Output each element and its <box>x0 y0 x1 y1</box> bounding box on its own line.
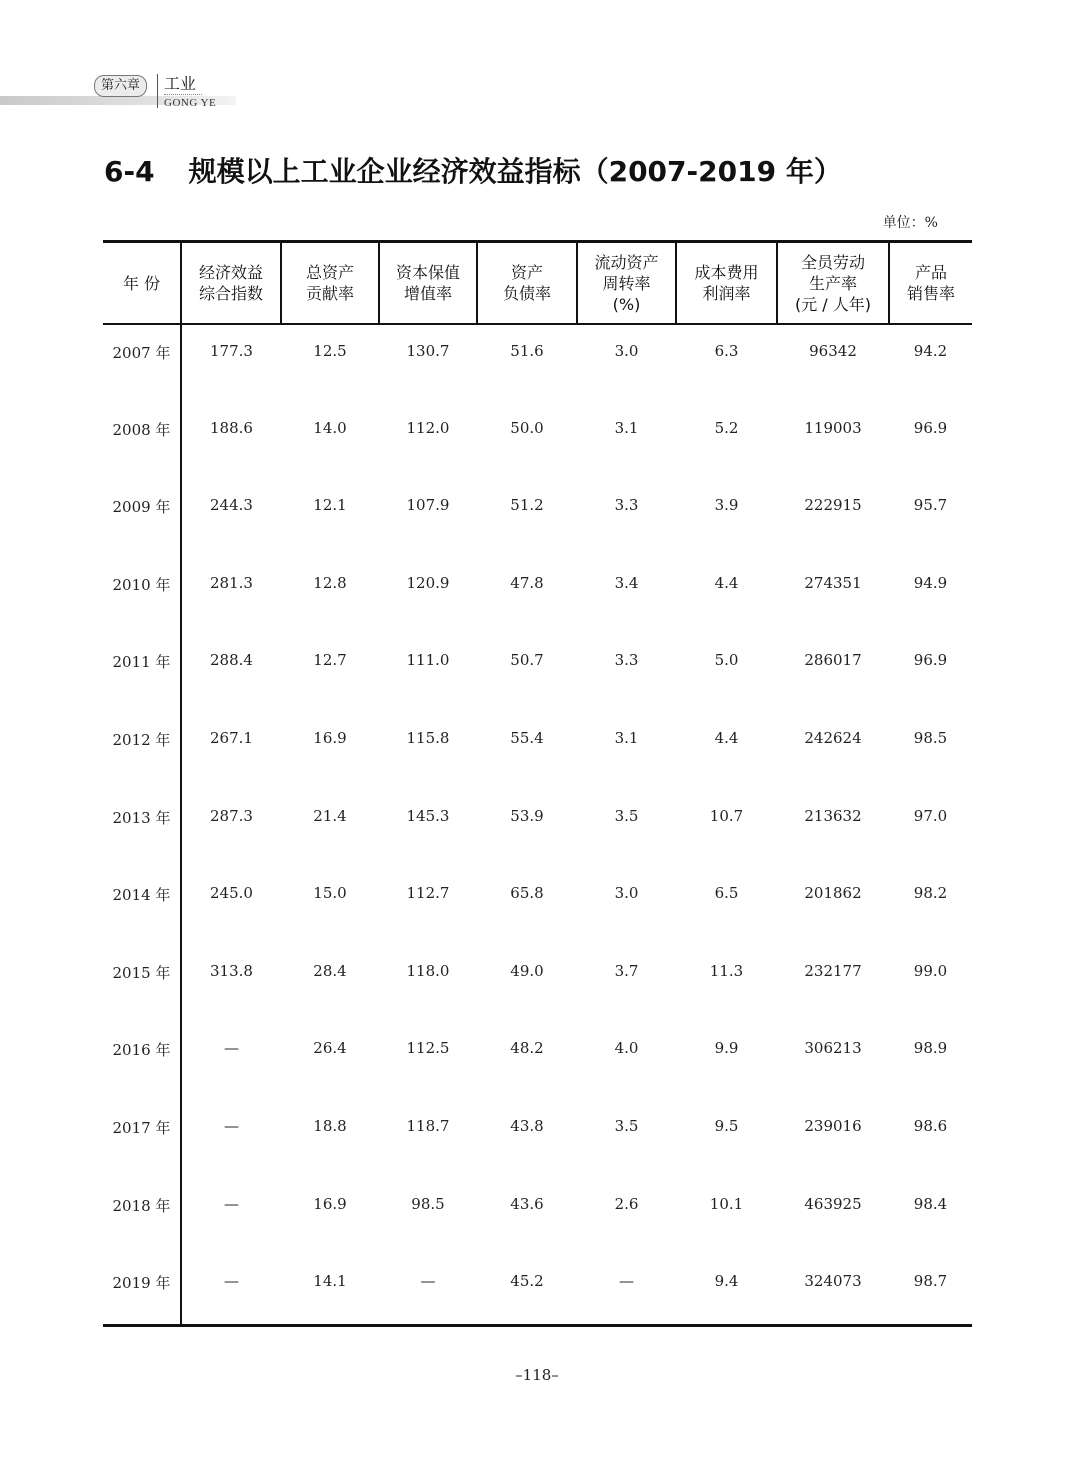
year-cell: 2013 年 <box>103 790 181 868</box>
value-cell: 98.2 <box>913 884 948 903</box>
value-cell: 201862 <box>804 884 862 903</box>
column-header-line: 产品 <box>914 263 947 282</box>
value-cell: 3.9 <box>714 496 739 515</box>
table-row <box>103 945 972 1023</box>
value-cell: — <box>181 1255 281 1325</box>
value-cell: 3.0 <box>614 342 639 360</box>
value-cell: 21.4 <box>313 806 347 825</box>
table-row <box>103 557 972 635</box>
value-cell: 145.3 <box>406 806 450 825</box>
value-cell: 232177 <box>804 961 862 980</box>
table-row <box>103 1255 972 1325</box>
value-cell: 28.4 <box>313 961 347 980</box>
value-cell: 324073 <box>777 1255 889 1325</box>
value-cell: 14.1 <box>281 1255 379 1325</box>
column-header-line: 资产 <box>510 263 543 282</box>
table-row <box>103 712 972 790</box>
value-cell: 120.9 <box>406 573 450 592</box>
column-header <box>281 242 379 325</box>
value-cell: 50.0 <box>510 418 544 437</box>
column-header-line: 总资产 <box>305 263 354 282</box>
value-cell: 96.9 <box>913 418 948 437</box>
value-cell: 50.7 <box>510 651 544 670</box>
value-cell: 12.1 <box>313 496 347 515</box>
value-cell: 177.3 <box>210 342 253 360</box>
value-cell: 4.4 <box>714 728 739 747</box>
table-header-row <box>103 242 972 325</box>
value-cell: 96.9 <box>913 651 948 670</box>
table-title-text: 规模以上工业企业经济效益指标（2007-2019 年） <box>188 155 842 188</box>
value-cell: 99.0 <box>913 961 948 980</box>
table-row <box>103 402 972 480</box>
column-header-line: 年 份 <box>122 273 161 293</box>
value-cell: 118.7 <box>406 1116 450 1135</box>
value-cell: 3.5 <box>614 1116 639 1135</box>
value-cell: 2.6 <box>614 1194 639 1213</box>
value-cell: 111.0 <box>406 651 450 670</box>
column-header <box>181 242 281 325</box>
value-cell: 55.4 <box>510 728 544 747</box>
value-cell: 242624 <box>804 728 862 747</box>
year-cell: 2018 年 <box>103 1178 181 1256</box>
column-header-line: 全员劳动 <box>800 252 865 272</box>
value-cell: 5.2 <box>714 418 739 437</box>
column-header <box>577 242 676 325</box>
value-cell: 3.3 <box>614 651 639 670</box>
chapter-badge: 第六章 <box>94 75 147 97</box>
value-cell: 112.5 <box>406 1039 450 1058</box>
value-cell: 3.0 <box>614 884 639 903</box>
column-header-line: (%) <box>612 294 641 314</box>
column-header-line: 流动资产 <box>594 252 659 272</box>
value-cell: 107.9 <box>406 496 450 515</box>
value-cell: 222915 <box>804 496 862 515</box>
table-row <box>103 324 972 402</box>
year-cell: 2009 年 <box>103 479 181 557</box>
column-header-line: 成本费用 <box>694 263 759 282</box>
year-cell: 2014 年 <box>103 867 181 945</box>
value-cell: 43.6 <box>510 1194 544 1213</box>
value-cell: 53.9 <box>510 806 544 825</box>
value-cell: 245.0 <box>210 884 253 903</box>
value-cell: 288.4 <box>210 651 253 670</box>
value-cell: 16.9 <box>313 728 347 747</box>
value-cell: 6.3 <box>714 342 739 360</box>
column-header-line: 利润率 <box>702 284 751 303</box>
value-cell: 49.0 <box>510 961 544 980</box>
value-cell: 267.1 <box>210 728 253 747</box>
value-cell: 98.5 <box>411 1194 445 1213</box>
value-cell: 14.0 <box>313 418 347 437</box>
column-header-line: 销售率 <box>906 284 955 303</box>
year-cell: 2007 年 <box>103 324 181 402</box>
column-header <box>103 242 181 325</box>
column-header <box>477 242 577 325</box>
year-cell: 2011 年 <box>103 634 181 712</box>
value-cell: 286017 <box>804 651 862 670</box>
value-cell: — <box>224 1039 239 1058</box>
table-body <box>103 324 972 1325</box>
year-cell: 2012 年 <box>103 712 181 790</box>
value-cell: 97.0 <box>913 806 948 825</box>
value-cell: 118.0 <box>406 961 450 980</box>
value-cell: 239016 <box>804 1116 862 1135</box>
value-cell: 98.7 <box>889 1255 972 1325</box>
value-cell: 94.2 <box>913 342 948 360</box>
table-number: 6-4 <box>104 155 155 188</box>
value-cell: — <box>224 1194 239 1213</box>
value-cell: — <box>379 1255 477 1325</box>
value-cell: 463925 <box>804 1194 862 1213</box>
value-cell: 11.3 <box>709 961 744 980</box>
value-cell: 12.7 <box>313 651 347 670</box>
value-cell: 51.6 <box>510 342 544 360</box>
value-cell: 3.4 <box>614 573 639 592</box>
table-row <box>103 1100 972 1178</box>
value-cell: 4.4 <box>714 573 739 592</box>
value-cell: 9.5 <box>714 1116 739 1135</box>
column-header-line: 贡献率 <box>305 284 354 303</box>
column-header-line: 负债率 <box>502 284 551 303</box>
value-cell: 51.2 <box>510 496 544 515</box>
table-row <box>103 867 972 945</box>
year-cell: 2016 年 <box>103 1022 181 1100</box>
year-cell: 2010 年 <box>103 557 181 635</box>
column-header-line: 综合指数 <box>198 284 263 303</box>
column-header <box>379 242 477 325</box>
value-cell: 313.8 <box>210 961 253 980</box>
value-cell: 119003 <box>804 418 862 437</box>
value-cell: 10.1 <box>709 1194 744 1213</box>
value-cell: 98.9 <box>913 1039 948 1058</box>
value-cell: 3.7 <box>614 961 639 980</box>
table-row <box>103 479 972 557</box>
page-number: –118– <box>515 1366 559 1384</box>
table-row <box>103 790 972 868</box>
column-header <box>777 242 889 325</box>
value-cell: 12.8 <box>313 573 347 592</box>
unit-label: 单位：% <box>882 215 938 231</box>
value-cell: 213632 <box>804 806 862 825</box>
value-cell: 47.8 <box>510 573 544 592</box>
value-cell: — <box>577 1255 676 1325</box>
column-header <box>676 242 777 325</box>
year-cell: 2008 年 <box>103 402 181 480</box>
value-cell: 48.2 <box>510 1039 544 1058</box>
value-cell: 3.3 <box>614 496 639 515</box>
value-cell: 9.9 <box>714 1039 739 1058</box>
value-cell: 45.2 <box>477 1255 577 1325</box>
chapter-title: 工业 <box>164 74 202 95</box>
column-header-line: 周转率 <box>602 273 651 293</box>
value-cell: 112.0 <box>406 418 450 437</box>
value-cell: 26.4 <box>313 1039 347 1058</box>
value-cell: 10.7 <box>709 806 744 825</box>
value-cell: 188.6 <box>210 418 253 437</box>
column-header-line: 增值率 <box>403 284 452 303</box>
value-cell: 130.7 <box>406 342 450 360</box>
year-cell: 2015 年 <box>103 945 181 1023</box>
value-cell: 65.8 <box>510 884 544 903</box>
value-cell: 274351 <box>804 573 862 592</box>
statistics-table <box>103 240 972 1327</box>
column-header-line: 资本保值 <box>395 263 460 282</box>
value-cell: 98.6 <box>913 1116 948 1135</box>
value-cell: 281.3 <box>210 573 253 592</box>
chapter-pinyin: GONG YE <box>164 97 217 109</box>
value-cell: 3.1 <box>614 728 639 747</box>
table-row <box>103 634 972 712</box>
table-row <box>103 1022 972 1100</box>
chapter-divider <box>157 74 158 108</box>
column-header <box>889 242 972 325</box>
year-cell: 2017 年 <box>103 1100 181 1178</box>
column-header-line: 经济效益 <box>198 263 263 282</box>
value-cell: 3.5 <box>614 806 639 825</box>
value-cell: 94.9 <box>913 573 948 592</box>
year-cell: 2019 年 <box>103 1255 181 1325</box>
value-cell: 244.3 <box>210 496 253 515</box>
value-cell: 115.8 <box>406 728 450 747</box>
value-cell: 98.5 <box>913 728 948 747</box>
table-row <box>103 1178 972 1256</box>
value-cell: 16.9 <box>313 1194 347 1213</box>
value-cell: 43.8 <box>510 1116 544 1135</box>
value-cell: 95.7 <box>913 496 948 515</box>
value-cell: 96342 <box>809 342 857 360</box>
value-cell: 5.0 <box>714 651 739 670</box>
value-cell: 15.0 <box>313 884 347 903</box>
value-cell: 3.1 <box>614 418 639 437</box>
value-cell: 12.5 <box>313 342 347 360</box>
value-cell: 98.4 <box>913 1194 948 1213</box>
value-cell: 4.0 <box>614 1039 639 1058</box>
column-header-line: 生产率 <box>808 273 857 293</box>
value-cell: 287.3 <box>210 806 253 825</box>
value-cell: 18.8 <box>313 1116 347 1135</box>
table-title <box>104 150 842 190</box>
value-cell: 112.7 <box>406 884 450 903</box>
value-cell: 9.4 <box>676 1255 777 1325</box>
value-cell: 306213 <box>804 1039 862 1058</box>
column-header-line: (元 / 人年) <box>794 294 872 314</box>
value-cell: 6.5 <box>714 884 739 903</box>
value-cell: — <box>224 1116 239 1135</box>
